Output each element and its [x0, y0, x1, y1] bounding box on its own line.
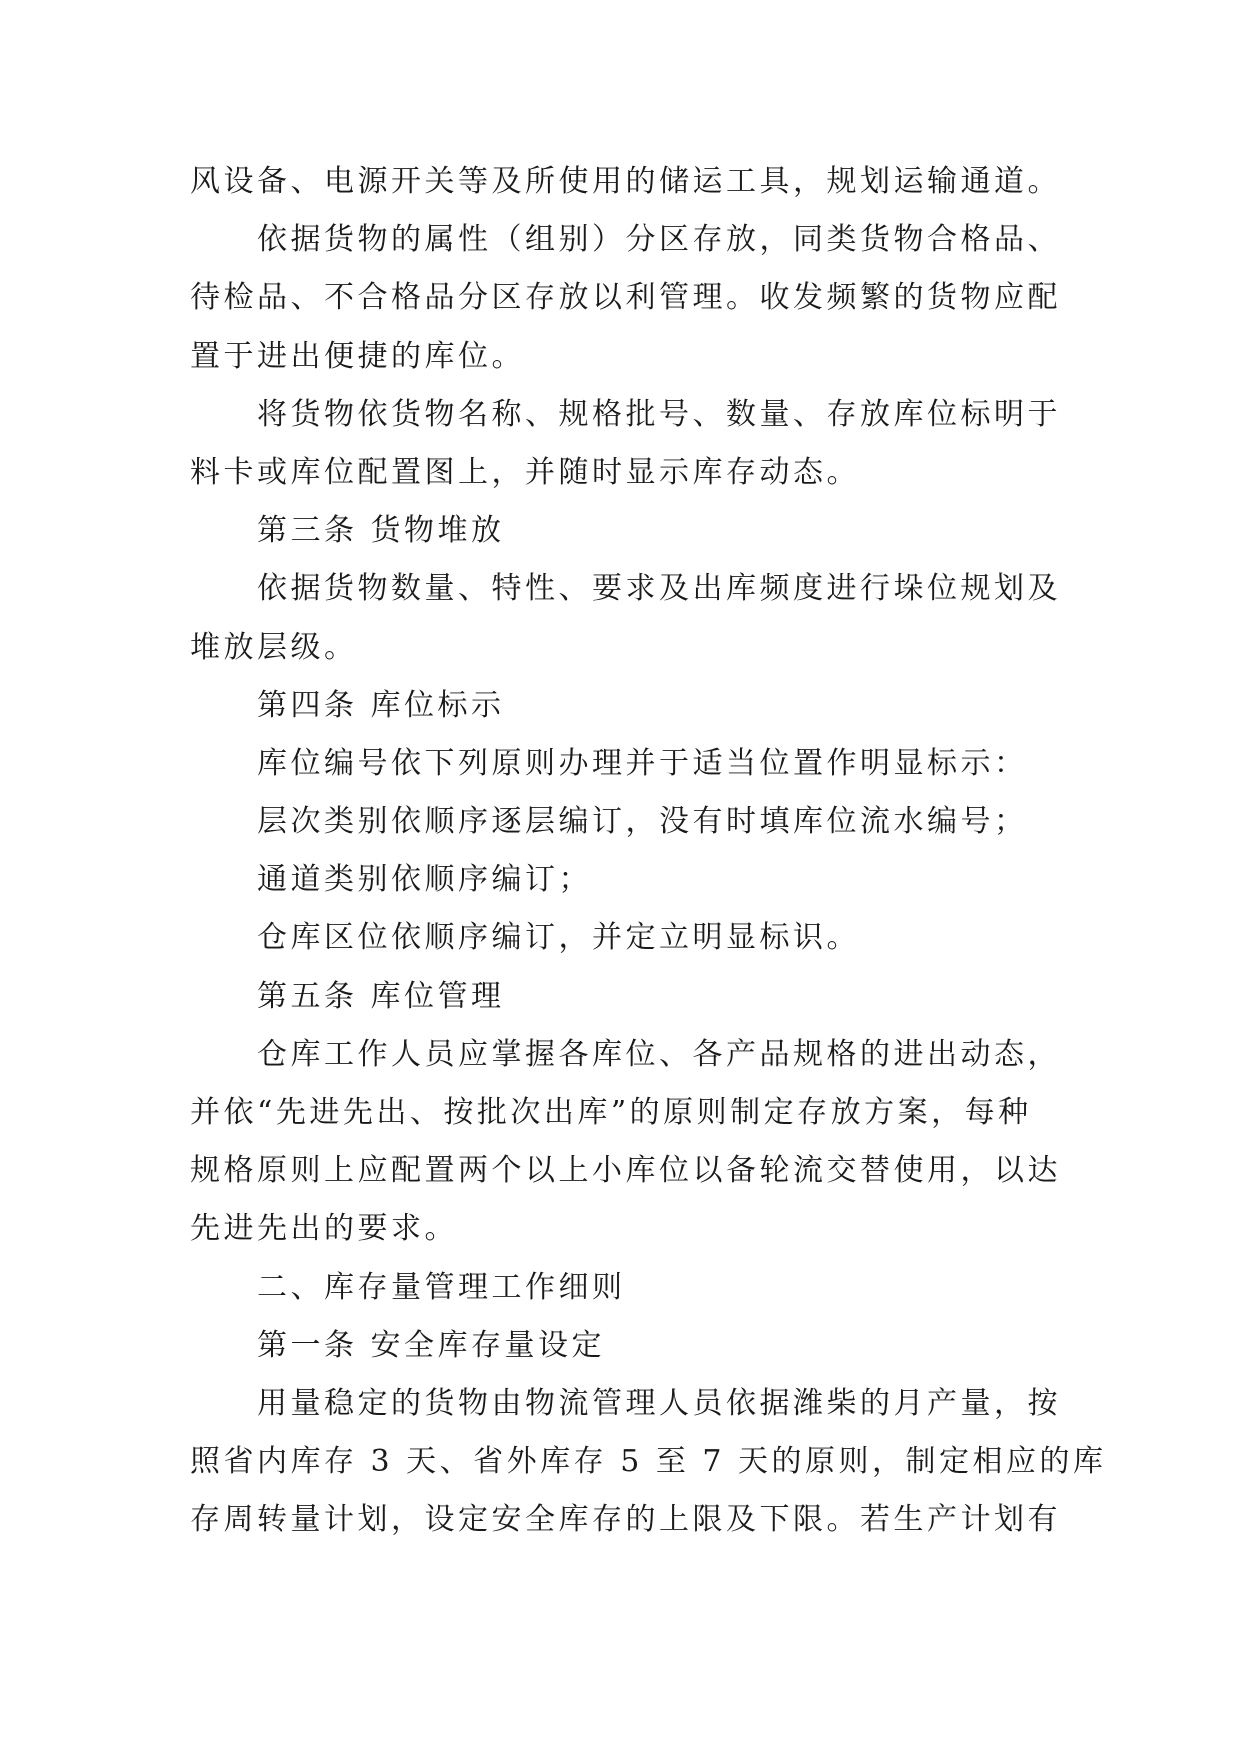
text-line: 仓库工作人员应掌握各库位、各产品规格的进出动态， [257, 1036, 1061, 1072]
text-line: 堆放层级。 [190, 629, 358, 665]
text-line: 通道类别依顺序编订； [257, 862, 592, 898]
text-line: 依据货物数量、特性、要求及出库频度进行垛位规划及 [257, 571, 1061, 607]
text-line: 风设备、电源开关等及所使用的储运工具，规划运输通道。 [190, 164, 1061, 199]
document-body [190, 153, 1107, 1550]
text-line: 库位编号依下列原则办理并于适当位置作明显标示： [257, 745, 1028, 781]
text-line: 用量稳定的货物由物流管理人员依据潍柴的月产量，按 [257, 1385, 1061, 1421]
text-line: 仓库区位依顺序编订，并定立明显标识。 [257, 920, 860, 956]
chapter-heading: 二、库存量管理工作细则 [257, 1269, 626, 1305]
text-line: 先进先出的要求。 [190, 1211, 458, 1247]
text-line: 存周转量计划，设定安全库存的上限及下限。若生产计划有 [190, 1502, 1061, 1538]
section-heading: 第五条 库位管理 [257, 978, 505, 1014]
text-line: 照省内库存 3 天、省外库存 5 至 7 天的原则，制定相应的库 [190, 1444, 1107, 1480]
text-line: 料卡或库位配置图上，并随时显示库存动态。 [190, 454, 860, 490]
section-heading: 第四条 库位标示 [257, 687, 505, 723]
section-heading: 第三条 货物堆放 [257, 513, 505, 549]
text-line: 规格原则上应配置两个以上小库位以备轮流交替使用，以达 [190, 1153, 1061, 1189]
text-line: 待检品、不合格品分区存放以利管理。收发频繁的货物应配 [190, 280, 1061, 316]
text-line: 依据货物的属性（组别）分区存放，同类货物合格品、 [257, 222, 1061, 258]
text-line: 将货物依货物名称、规格批号、数量、存放库位标明于 [257, 396, 1061, 432]
section-heading: 第一条 安全库存量设定 [257, 1327, 606, 1363]
text-line: 置于进出便捷的库位。 [190, 338, 525, 374]
text-line: 层次类别依顺序逐层编订，没有时填库位流水编号； [257, 804, 1028, 840]
text-line: 并依“先进先出、按批次出库”的原则制定存放方案，每种 [190, 1095, 1032, 1130]
